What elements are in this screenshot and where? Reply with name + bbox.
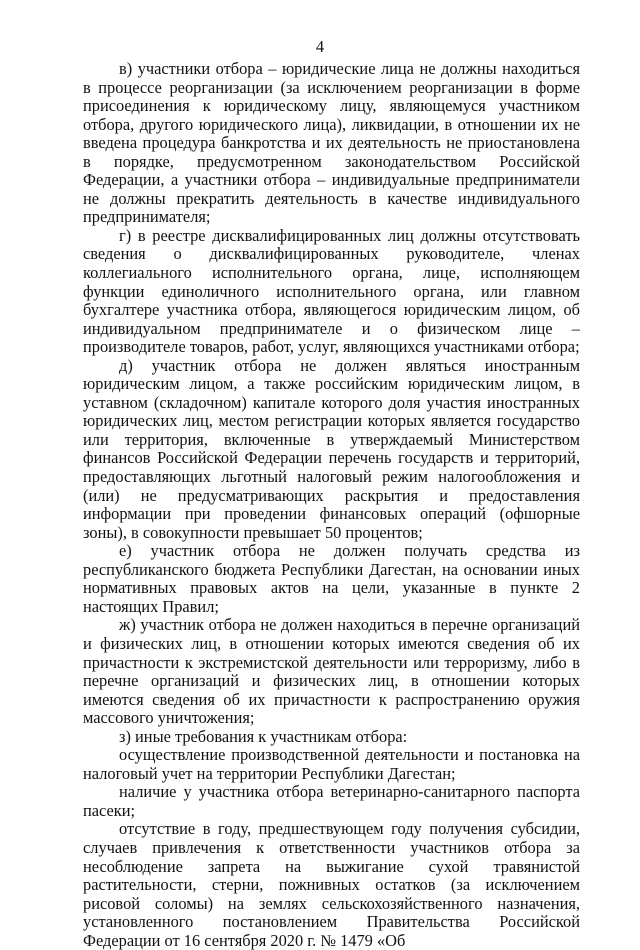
- paragraph-veterinary-passport: наличие у участника отбора ветеринарно-санитарного паспорта пасеки;: [83, 782, 580, 820]
- page-number: 4: [315, 37, 325, 56]
- paragraph-v-reorganization: в) участники отбора – юридические лица не должны находиться в процессе реорганизации (за исключением реорганизации в форме присоединения к юридическому лицу, являющемуся участником отбора, другого юридического лица), ликвидации, в отношении их не введена процедура банкротства и их деятельность не приостановлена в порядке, предусмотренном законодательством Российской Федерации, а участники отбора – индивидуальные предприниматели не должны прекратить деятельность в качестве индивидуального предпринимателя;: [83, 59, 580, 227]
- paragraph-zh-extremism-lists: ж) участник отбора не должен находиться в перечне организаций и физических лиц, в отношении которых имеются сведения об их причастности к экстремистской деятельности или терроризму, либо в перечне организаций и физических лиц, в отношении которых имеются сведения об их причастности к распространению оружия массового уничтожения;: [83, 615, 580, 728]
- document-body: [83, 60, 580, 950]
- paragraph-d-foreign-entities: д) участник отбора не должен являться иностранным юридическим лицом, а также российским юридическим лицом, в уставном (складочном) капитале которого доля участия иностранных юридических лиц, местом регистрации которых является государство или территория, включенные в утверждаемый Министерством финансов Российской Федерации перечень государств и территорий, предоставляющих льготный налоговый режим налогообложения и (или) не предусматривающих раскрытия и предоставления информации при проведении финансовых операций (офшорные зоны), в совокупности превышает 50 процентов;: [83, 355, 580, 542]
- paragraph-z-other-requirements: з) иные требования к участникам отбора:: [119, 726, 408, 746]
- paragraph-burning-ban: отсутствие в году, предшествующем году получения субсидии, случаев привлечения к ответственности участников отбора за несоблюдение запрета на выжигание сухой травянистой растительности, стерни, пожнивных остатков (за исключением рисовой соломы) на землях сельскохозяйственного назначения, установленного постановлением Правительства Российской Федерации от 16 сентября 2020 г. № 1479 «Об: [83, 819, 580, 950]
- paragraph-g-disqualified-persons: г) в реестре дисквалифицированных лиц должны отсутствовать сведения о дисквалифицированных руководителе, членах коллегиального исполнительного органа, лице, исполняющем функции единоличного исполнительного органа, или главном бухгалтере участника отбора, являющегося юридическим лицом, об индивидуальном предпринимателе и о физическом лице – производителе товаров, работ, услуг, являющихся участниками отбора;: [83, 225, 580, 357]
- paragraph-e-budget-funds: е) участник отбора не должен получать средства из республиканского бюджета Республики Дагестан, на основании иных нормативных правовых актов на цели, указанные в пункте 2 настоящих Правил;: [83, 541, 580, 616]
- paragraph-tax-registration: осуществление производственной деятельности и постановка на налоговый учет на территории Республики Дагестан;: [83, 745, 580, 783]
